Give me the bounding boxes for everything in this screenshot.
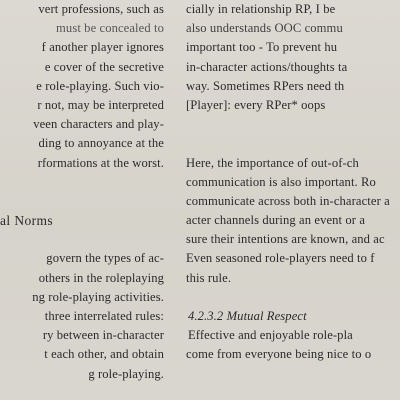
left-text-line: e cover of the secretive xyxy=(44,59,164,74)
right-text-line: also understands OOC commu xyxy=(186,21,343,36)
left-text-line: vert professions, such as xyxy=(38,2,164,16)
left-text-line: rformations at the worst. xyxy=(37,155,164,170)
right-text-line: Even seasoned role-players need to f xyxy=(186,251,375,266)
right-text-line: [Player]: every RPer* oops xyxy=(186,97,326,112)
paragraph-gap xyxy=(186,288,400,307)
left-text-line: veen characters and play- xyxy=(33,117,164,132)
paragraph-gap xyxy=(186,115,400,134)
left-text-line: ry between in-character xyxy=(42,328,164,343)
right-text-line: in-character actions/thoughts ta xyxy=(186,59,348,74)
left-text-line: ding to annoyance at the xyxy=(38,136,164,151)
left-text-line: ng role-playing activities. xyxy=(32,289,164,304)
paragraph-gap xyxy=(186,134,400,153)
paragraph-gap xyxy=(0,173,164,192)
right-column xyxy=(186,0,400,365)
right-text-line: communicate across both in-character a xyxy=(186,193,390,208)
right-subsection-heading: 4.2.3.2 Mutual Respect xyxy=(188,309,307,323)
right-text-line: acter channels during an event or a xyxy=(186,213,366,228)
left-text-line: g role-playing. xyxy=(88,366,164,381)
right-text-line: Here, the importance of out-of-ch xyxy=(186,155,359,170)
left-text-line: t each other, and obtain xyxy=(44,347,164,362)
left-text-line: e role-playing. Such vio- xyxy=(36,78,164,93)
left-text-line: govern the types of ac- xyxy=(46,251,164,266)
left-text-line: r not, may be interpreted xyxy=(37,97,164,112)
right-text-line: come from everyone being nice to o xyxy=(186,347,372,362)
left-text-line: others in the roleplaying xyxy=(38,270,164,285)
left-section-heading: al Norms xyxy=(0,213,54,229)
right-text-line: this rule. xyxy=(186,270,232,285)
paragraph-gap xyxy=(0,192,164,211)
left-column xyxy=(0,0,164,384)
right-text-line: communication is also important. Ro xyxy=(186,174,376,189)
left-text-line: f another player ignores xyxy=(41,40,164,55)
right-text-line: important too - To prevent hu xyxy=(186,40,338,55)
right-text-line: way. Sometimes RPers need th xyxy=(186,78,345,93)
right-text-line: cially in relationship RP, I be xyxy=(186,2,336,16)
left-text-line: must be concealed to xyxy=(56,21,164,36)
right-text-line: sure their intentions are known, and ac xyxy=(186,232,385,247)
left-text-line: three interrelated rules: xyxy=(44,309,164,323)
paragraph-gap xyxy=(0,230,164,249)
right-text-line: Effective and enjoyable role-pla xyxy=(188,328,353,343)
